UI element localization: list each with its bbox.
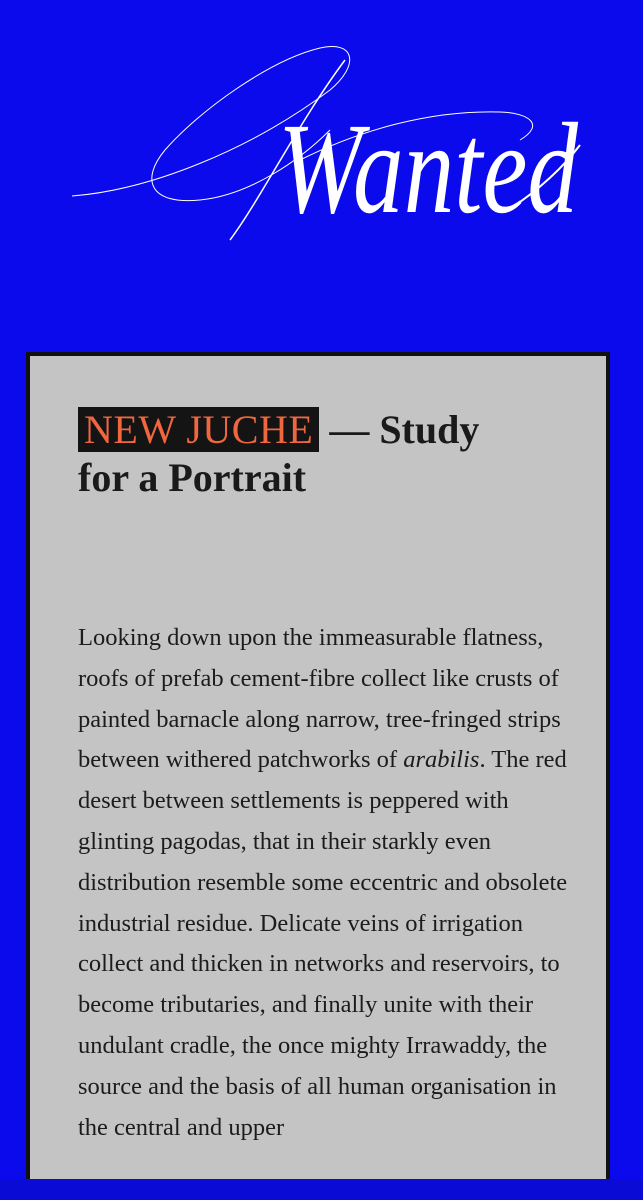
- article-card: [26, 352, 610, 1200]
- article-tag[interactable]: NEW JUCHE: [78, 407, 319, 452]
- logo-text: Wanted: [278, 97, 579, 241]
- site-header: [0, 0, 643, 340]
- article-title: [78, 406, 538, 502]
- article-body-part2: . The red desert between settlements is peppered with glinting pagodas, that in their starkly even distribution resemble some eccentric and obsolete industrial residue. Delicate veins of irrigation collect and thicken in networks and reservoirs, to become tributaries, and finally unite with their undulant cradle, the once mighty Irrawaddy, the source and the basis of all human organisation in the central and upper: [78, 746, 568, 1141]
- wanted-logo[interactable]: [0, 0, 643, 300]
- article-body-italic: arabilis: [403, 746, 480, 774]
- article-title-text: — Study for a Portrait: [78, 407, 480, 500]
- article-body-part1: Looking down upon the immeasurable flatness, roofs of prefab cement-fibre collect like crusts of painted barnacle along narrow, tree-fringed strips between withered patchworks of: [78, 624, 561, 774]
- article-body: [78, 618, 578, 1148]
- bottom-bar: [0, 1179, 643, 1200]
